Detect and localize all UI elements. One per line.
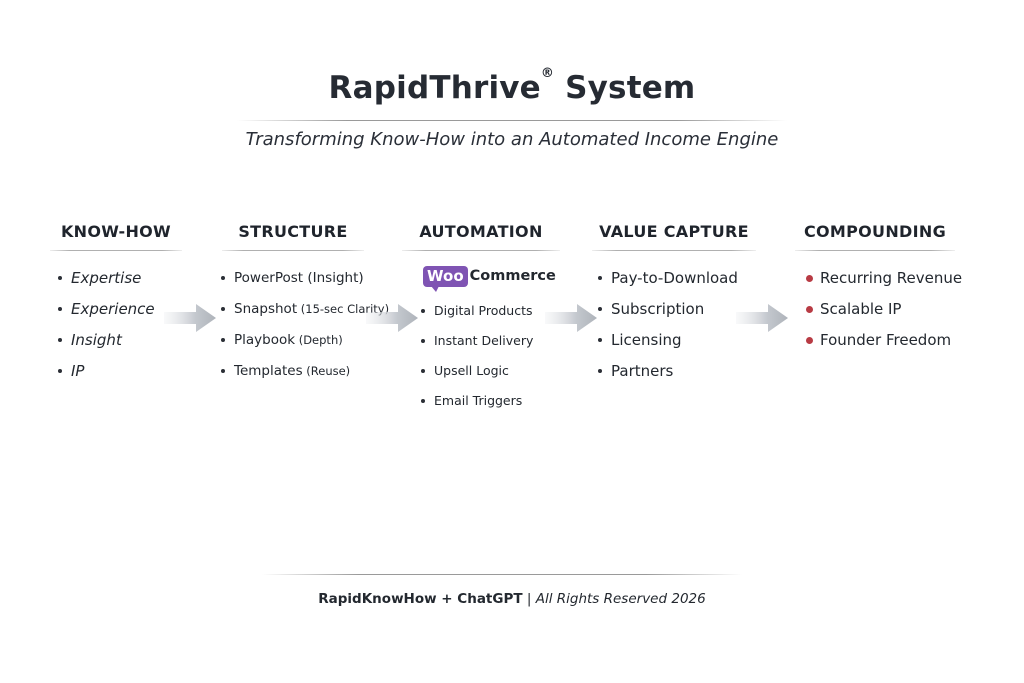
list-item: Email Triggers: [434, 391, 533, 421]
arrow-right-icon: [736, 304, 788, 332]
list-item: Partners: [611, 361, 756, 392]
arrow-right-icon: [366, 304, 418, 332]
list-item: Scalable IP: [820, 299, 955, 330]
column-divider: [592, 250, 756, 251]
list-item: Snapshot (15-sec Clarity): [234, 299, 364, 330]
list-item: Instant Delivery: [434, 331, 533, 361]
woo-badge: Woo: [423, 266, 468, 287]
list-item: PowerPost (Insight): [234, 268, 364, 299]
list-item: Founder Freedom: [820, 330, 955, 361]
structure-list: [234, 268, 390, 392]
arrow-right-icon: [545, 304, 597, 332]
list-item: Templates (Reuse): [234, 361, 364, 392]
column-heading: AUTOMATION: [419, 222, 543, 241]
footer-brand: RapidKnowHow + ChatGPT: [318, 591, 523, 607]
footer-separator: |: [522, 591, 536, 607]
title-divider: [237, 120, 787, 121]
column-heading: KNOW-HOW: [60, 222, 171, 241]
list-item: Expertise: [71, 268, 182, 299]
registered-mark: ®: [540, 66, 555, 81]
column-compounding: [795, 222, 963, 361]
column-divider: [50, 250, 182, 251]
footer-rights: All Rights Reserved 2026: [535, 591, 706, 607]
list-item: Pay-to-Download: [611, 268, 756, 299]
footer-divider: [262, 574, 742, 575]
column-divider: [795, 250, 955, 251]
column-structure: [222, 222, 390, 392]
column-heading: STRUCTURE: [238, 222, 348, 241]
list-item: Experience: [71, 299, 182, 330]
page-title: RapidThrive® System: [328, 66, 696, 106]
list-item: Insight: [71, 330, 182, 361]
commerce-text: Commerce: [469, 268, 556, 284]
woocommerce-logo: [423, 264, 556, 288]
footer: [0, 591, 1024, 607]
column-heading: COMPOUNDING: [803, 222, 947, 241]
compounding-list: [820, 268, 963, 361]
list-item: Upsell Logic: [434, 361, 533, 391]
column-divider: [402, 250, 560, 251]
list-item: Licensing: [611, 330, 756, 361]
column-knowhow: [50, 222, 182, 392]
page-subtitle: Transforming Know-How into an Automated Income Engine: [245, 129, 779, 150]
list-item: Playbook (Depth): [234, 330, 364, 361]
list-item: IP: [71, 361, 182, 392]
value-capture-list: [611, 268, 756, 392]
list-item: Recurring Revenue: [820, 268, 955, 299]
list-item: Subscription: [611, 299, 756, 330]
automation-list: [434, 301, 533, 421]
list-item: Digital Products: [434, 301, 533, 331]
column-divider: [222, 250, 364, 251]
arrow-right-icon: [164, 304, 216, 332]
column-heading: VALUE CAPTURE: [599, 222, 749, 241]
column-automation: [402, 222, 560, 251]
column-value-capture: [592, 222, 756, 392]
